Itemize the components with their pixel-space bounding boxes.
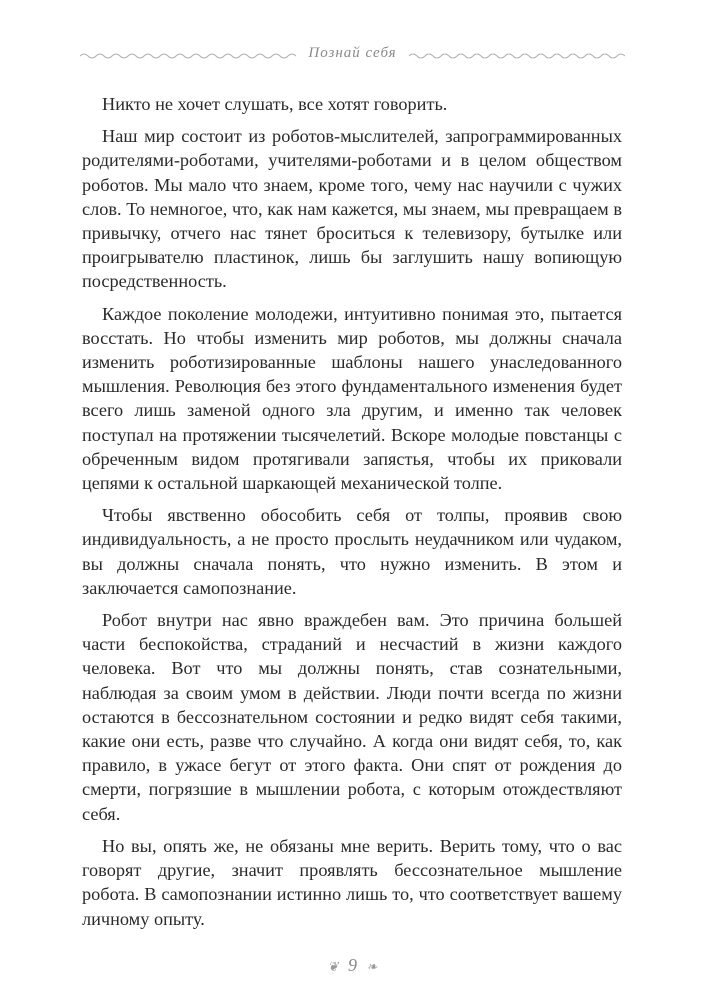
page-number: 9 xyxy=(348,955,357,975)
paragraph: Но вы, опять же, не обязаны мне верить. Верить тому, что о вас говорят другие, значит проявлять бессознательное мышление робота. В самопознании истинно лишь то, что соответствует вашему личному опыту. xyxy=(82,835,622,929)
body-text xyxy=(82,92,622,939)
header-title: Познай себя xyxy=(302,45,402,61)
running-header xyxy=(80,38,625,74)
paragraph: Каждое поколение молодежи, интуитивно понимая это, пытается восстать. Но чтобы изменить мир роботов, мы должны сначала изменить роботизированные шаблоны нашего унаследованного мышления. Революция без этого фундаментального изменения будет всего лишь заменой одного зла другим, и именно так человек поступал на протяжении тысячелетий. Вскоре молодые повстанцы с обреченным видом протягивали запястья, чтобы их приковали цепями к остальной шаркающей механической толпе. xyxy=(82,303,622,494)
paragraph: Чтобы явственно обособить себя от толпы, проявив свою индивидуальность, а не просто прослыть неудачником или чудаком, вы должны сначала понять, что нужно изменить. В этом и заключается самопознание. xyxy=(82,505,622,598)
page-footer xyxy=(0,955,705,976)
paragraph: Робот внутри нас явно враждебен вам. Это причина большей части беспокойства, страданий и несчастий в жизни каждого человека. Вот что мы должны понять, став сознательными, наблюдая за своим умом в действии. Люди почти всегда по жизни остаются в бессознательном состоянии и редко видят себя такими, какие они есть, разве что случайно. А когда они видят себя, то, как правило, в ужасе бегут от этого факта. Они спят от рождения до смерти, погрязшие в мышлении робота, с которым отождествляют себя. xyxy=(82,610,622,824)
paragraph: Наш мир состоит из роботов-мыслителей, запрограммированных родителями-роботами, учителями-роботами и в целом обществом роботов. Мы мало что знаем, кроме того, чему нас научили с чужих слов. То немногое, что, как нам кажется, мы знаем, мы превращаем в привычку, отчего нас тянет броситься к телевизору, бутылке или проигрывателю пластинок, лишь бы заглушить нашу вопиющую посредственность. xyxy=(82,126,622,292)
right-ornament-icon: ❧ xyxy=(366,958,378,974)
paragraph: Никто не хочет слушать, все хотят говорить. xyxy=(102,94,448,114)
left-ornament-icon: ❦ xyxy=(327,958,339,974)
